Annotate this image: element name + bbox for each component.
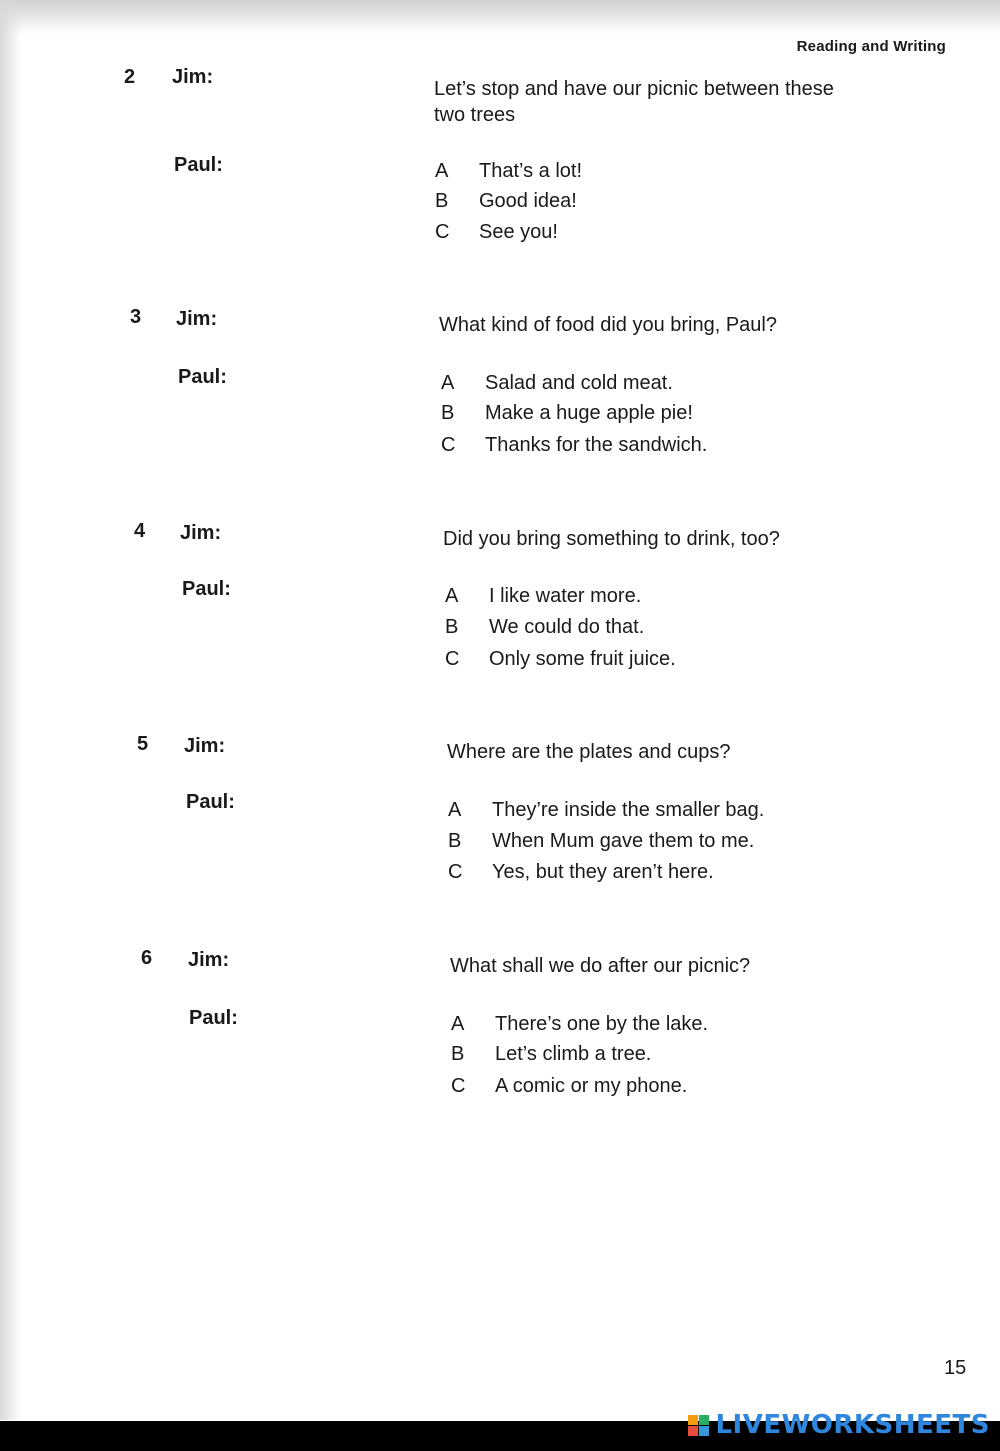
option-a[interactable] [441,370,673,396]
option-c[interactable] [448,859,714,885]
logo-square [688,1426,698,1436]
brand-name: LIVEWORKSHEETS [715,1410,990,1440]
logo-square [699,1415,709,1425]
option-text: Salad and cold meat. [485,372,673,394]
page-number: 15 [944,1357,967,1379]
speaker-jim: Jim: [180,522,222,544]
option-b[interactable] [435,188,577,214]
option-text: I like water more. [489,585,642,607]
option-letter: B [435,190,449,212]
option-text: Yes, but they aren’t here. [492,861,714,883]
question-number: 4 [134,520,146,542]
logo-square [688,1415,698,1425]
option-a[interactable] [448,797,764,823]
option-letter: C [448,861,463,883]
question-number: 6 [141,947,153,969]
question-prompt: What shall we do after our picnic? [450,955,751,977]
option-text: They’re inside the smaller bag. [492,799,765,821]
option-letter: A [451,1013,465,1035]
option-c[interactable] [441,432,707,458]
logo-square [699,1426,709,1436]
option-letter: C [445,648,460,670]
option-text: Let’s climb a tree. [495,1043,652,1065]
option-a[interactable] [435,158,582,184]
speaker-paul: Paul: [186,791,235,813]
question-prompt: Let’s stop and have our picnic between these two trees [434,78,834,126]
question-number: 2 [124,66,136,88]
speaker-jim: Jim: [176,308,218,330]
option-letter: C [441,434,456,456]
speaker-jim: Jim: [188,949,230,971]
page-shadow-top [0,0,1000,34]
question-number: 5 [137,733,149,755]
speaker-paul: Paul: [182,578,231,600]
option-text: See you! [479,221,558,243]
option-c[interactable] [445,646,676,672]
option-text: A comic or my phone. [495,1075,688,1097]
liveworksheets-logo-icon [688,1415,709,1436]
option-text: When Mum gave them to me. [492,830,755,852]
speaker-paul: Paul: [178,366,227,388]
speaker-paul: Paul: [174,154,223,176]
option-b[interactable] [448,828,754,854]
speaker-paul: Paul: [189,1007,238,1029]
option-text: We could do that. [489,616,645,638]
option-a[interactable] [451,1011,708,1037]
question-prompt: Did you bring something to drink, too? [443,528,780,550]
option-letter: A [448,799,462,821]
option-b[interactable] [451,1041,651,1067]
option-letter: A [445,585,459,607]
section-header: Reading and Writing [796,38,946,55]
option-text: Only some fruit juice. [489,648,676,670]
option-b[interactable] [441,400,693,426]
question-prompt: What kind of food did you bring, Paul? [439,314,777,336]
option-c[interactable] [451,1073,687,1099]
option-letter: A [441,372,455,394]
page-shadow-left [0,0,22,1420]
option-text: That’s a lot! [479,160,583,182]
option-letter: B [448,830,462,852]
speaker-jim: Jim: [172,66,214,88]
option-letter: C [435,221,450,243]
option-text: Thanks for the sandwich. [485,434,708,456]
speaker-jim: Jim: [184,735,226,757]
option-letter: B [441,402,455,424]
question-prompt: Where are the plates and cups? [447,741,731,763]
option-b[interactable] [445,614,644,640]
option-letter: B [445,616,459,638]
option-letter: B [451,1043,465,1065]
option-text: Good idea! [479,190,577,212]
question-number: 3 [130,306,142,328]
option-text: Make a huge apple pie! [485,402,693,424]
option-a[interactable] [445,583,641,609]
option-letter: C [451,1075,466,1097]
option-letter: A [435,160,449,182]
option-c[interactable] [435,219,558,245]
brand-watermark[interactable] [688,1408,990,1442]
option-text: There’s one by the lake. [495,1013,709,1035]
